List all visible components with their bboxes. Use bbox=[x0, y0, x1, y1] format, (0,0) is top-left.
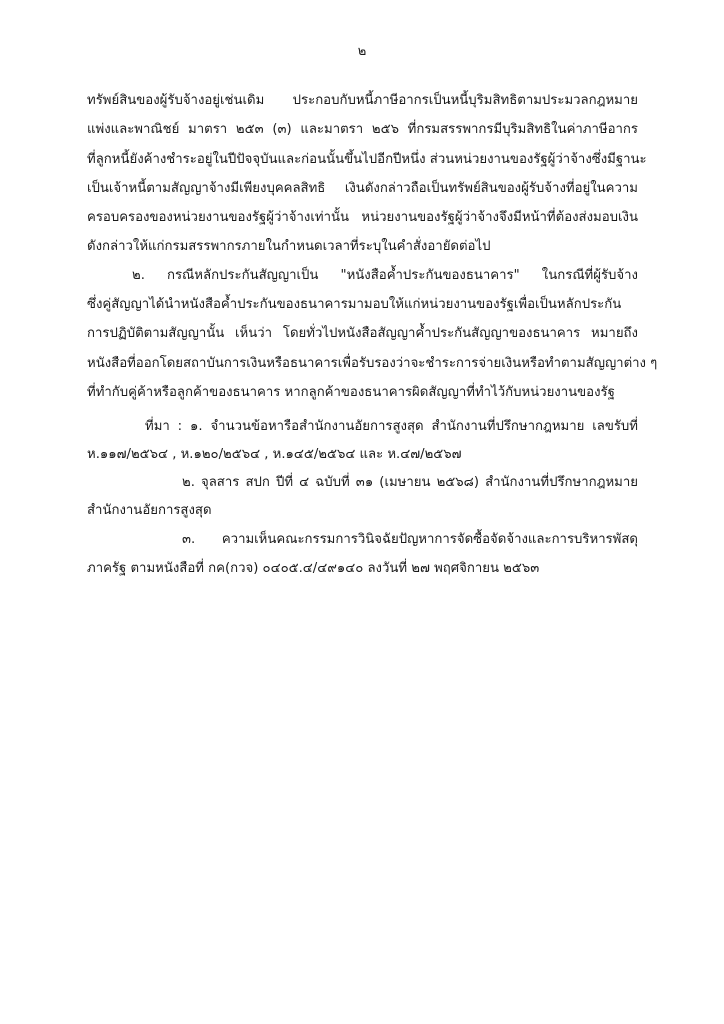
source-line: ห.๑๑๗/๒๕๖๔ , ห.๑๒๐/๒๕๖๔ , ห.๑๔๕/๒๕๖๔ และ ห.๔๗/๒๕๖๗ bbox=[87, 447, 462, 462]
paragraph-1-line: เป็นเจ้าหนี้ตามสัญญาจ้างมีเพียงบุคคลสิทธิ เงินดังกล่าวถือเป็นทรัพย์สินของผู้รับจ้างที่อยู่ในความ bbox=[87, 181, 638, 196]
paragraph-1-line: ครอบครองของหน่วยงานของรัฐผู้ว่าจ้างเท่านั้น หน่วยงานของรัฐผู้ว่าจ้างจึงมีหน้าที่ต้องส่งมอบเงิน bbox=[87, 210, 638, 225]
paragraph-2-line: หนังสือที่ออกโดยสถาบันการเงินหรือธนาคารเพื่อรับรองว่าจะชำระการจ่ายเงินหรือทำตามสัญญาต่าง ๆ bbox=[87, 356, 658, 371]
source-line: ที่มา : ๑. จำนวนข้อหารือสำนักงานอัยการสูงสุด สำนักงานที่ปรึกษากฎหมาย เลขรับที่ bbox=[145, 419, 638, 434]
paragraph-1-line: แพ่งและพาณิชย์ มาตรา ๒๕๓ (๓) และมาตรา ๒๕๖ ที่กรมสรรพากรมีบุริมสิทธิในค่าภาษีอากร bbox=[87, 122, 638, 137]
source-line: สำนักงานอัยการสูงสุด bbox=[87, 503, 212, 518]
source-line: ๓. ความเห็นคณะกรรมการวินิจฉัยปัญหาการจัดซื้อจัดจ้างและการบริหารพัสดุ bbox=[182, 532, 638, 547]
page-number: ๒ bbox=[357, 44, 367, 59]
paragraph-1-line: ที่ลูกหนี้ยังค้างชำระอยู่ในปีปัจจุบันและก่อนนั้นขึ้นไปอีกปีหนึ่ง ส่วนหน่วยงานของรัฐผู้ว่าจ้างซึ่งมีฐานะ bbox=[87, 152, 647, 167]
paragraph-2-line: ๒. กรณีหลักประกันสัญญาเป็น "หนังสือค้ำประกันของธนาคาร" ในกรณีที่ผู้รับจ้าง bbox=[132, 268, 638, 283]
paragraph-1-line: ทรัพย์สินของผู้รับจ้างอยู่เช่นเดิม ประกอบกับหนี้ภาษีอากรเป็นหนี้บุริมสิทธิตามประมวลกฎหมาย bbox=[87, 93, 638, 108]
paragraph-2-line: ซึ่งคู่สัญญาได้นำหนังสือค้ำประกันของธนาคารมามอบให้แก่หน่วยงานของรัฐเพื่อเป็นหลักประกัน bbox=[87, 297, 622, 312]
paragraph-1-line: ดังกล่าวให้แก่กรมสรรพากรภายในกำหนดเวลาที่ระบุในคำสั่งอายัดต่อไป bbox=[87, 239, 491, 254]
paragraph-2-line: การปฏิบัติตามสัญญานั้น เห็นว่า โดยทั่วไปหนังสือสัญญาค้ำประกันสัญญาของธนาคาร หมายถึง bbox=[87, 326, 638, 341]
source-line: ภาครัฐ ตามหนังสือที่ กค(กวจ) ๐๔๐๕.๔/๔๙๑๔๐ ลงวันที่ ๒๗ พฤศจิกายน ๒๕๖๓ bbox=[87, 561, 540, 576]
paragraph-2-line: ที่ทำกับคู่ค้าหรือลูกค้าของธนาคาร หากลูกค้าของธนาคารผิดสัญญาที่ทำไว้กับหน่วยงานของรัฐ bbox=[87, 385, 615, 400]
source-line: ๒. จุลสาร สปก ปีที่ ๔ ฉบับที่ ๓๑ (เมษายน ๒๕๖๘) สำนักงานที่ปรึกษากฎหมาย bbox=[182, 475, 638, 490]
